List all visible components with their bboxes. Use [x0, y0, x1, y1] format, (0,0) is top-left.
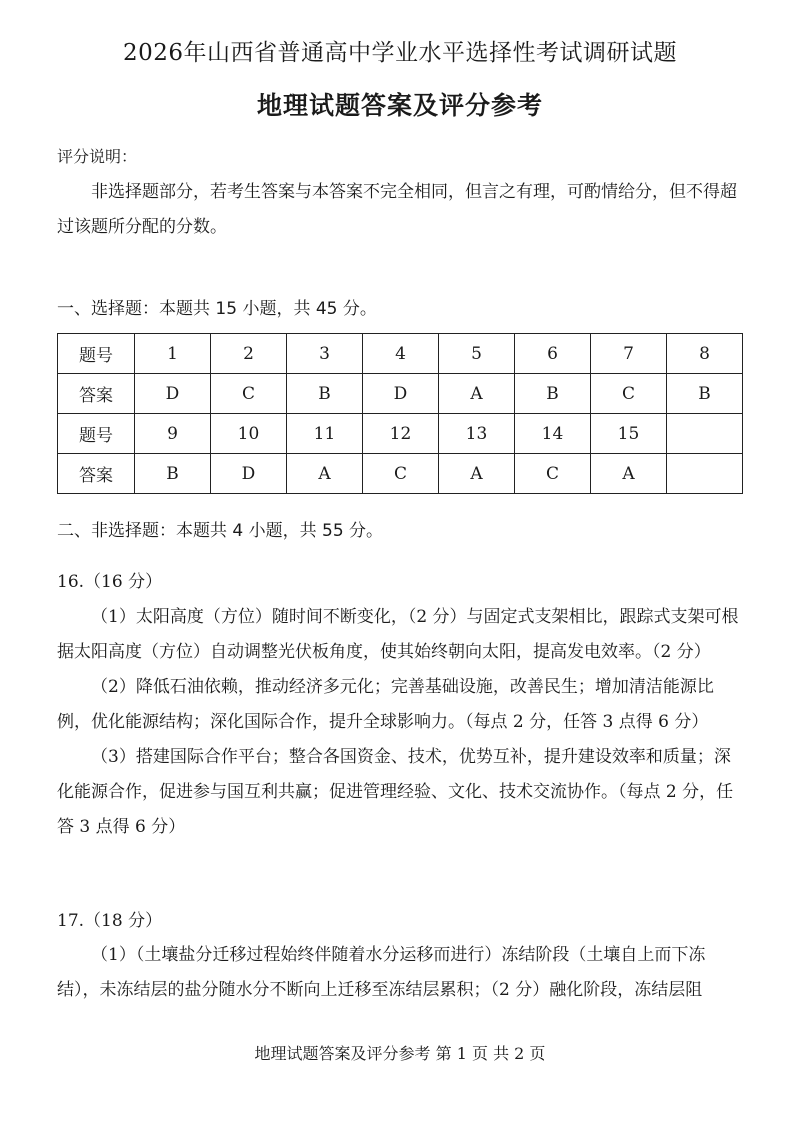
- answer-cell: B: [515, 374, 591, 414]
- question-number-cell: 2: [211, 334, 287, 374]
- answer-cell: A: [439, 454, 515, 494]
- answer-table: [57, 333, 743, 494]
- page-footer: 地理试题答案及评分参考 第 1 页 共 2 页: [254, 1044, 546, 1063]
- question-number-cell: 11: [287, 414, 363, 454]
- question-number-cell: 9: [135, 414, 211, 454]
- answer-cell: D: [363, 374, 439, 414]
- question-number-cell: 13: [439, 414, 515, 454]
- answer-cell: A: [287, 454, 363, 494]
- answer-cell: [667, 454, 743, 494]
- question-number-cell: 12: [363, 414, 439, 454]
- question-number-cell: 6: [515, 334, 591, 374]
- question-number-cell: 1: [135, 334, 211, 374]
- answer-cell: B: [667, 374, 743, 414]
- answer-cell: B: [135, 454, 211, 494]
- question-number-cell: 15: [591, 414, 667, 454]
- answer-cell: A: [439, 374, 515, 414]
- document-subtitle: 地理试题答案及评分参考: [256, 91, 543, 120]
- answer-cell: D: [135, 374, 211, 414]
- table-header-cell: 答案: [58, 374, 135, 414]
- table-row: [58, 374, 743, 414]
- answer-paragraph: （1）（土壤盐分迁移过程始终伴随着水分运移而进行）冻结阶段（土壤自上而下冻结），未冻结层的盐分随水分不断向上迁移至冻结层累积；（2 分）融化阶段，冻结层阻: [57, 945, 706, 1000]
- question-number-cell: 5: [439, 334, 515, 374]
- question-number-cell: [667, 414, 743, 454]
- question-number-cell: 10: [211, 414, 287, 454]
- question-number-cell: 7: [591, 334, 667, 374]
- answer-cell: A: [591, 454, 667, 494]
- table-row: [58, 414, 743, 454]
- answer-paragraph: （1）太阳高度（方位）随时间不断变化，（2 分）与固定式支架相比，跟踪式支架可根据太阳高度（方位）自动调整光伏板角度，使其始终朝向太阳，提高发电效率。（2 分）: [57, 607, 739, 662]
- answer-cell: C: [591, 374, 667, 414]
- scoring-notes-label: 评分说明：: [57, 147, 138, 166]
- answer-paragraph: （2）降低石油依赖，推动经济多元化；完善基础设施，改善民生；增加清洁能源比例，优化能源结构；深化国际合作，提升全球影响力。（每点 2 分，任答 3 点得 6 分）: [57, 677, 714, 732]
- table-header-cell: 答案: [58, 454, 135, 494]
- table-header-cell: 题号: [58, 414, 135, 454]
- section2-heading: 二、非选择题：本题共 4 小题，共 55 分。: [57, 521, 384, 541]
- question-17-label: 17.（18 分）: [57, 911, 163, 931]
- question-number-cell: 8: [667, 334, 743, 374]
- question-number-cell: 14: [515, 414, 591, 454]
- exam-title: 2026年山西省普通高中学业水平选择性考试调研试题: [122, 40, 678, 66]
- answer-cell: B: [287, 374, 363, 414]
- table-header-cell: 题号: [58, 334, 135, 374]
- question-16-label: 16.（16 分）: [57, 572, 163, 592]
- question-16-answers: [57, 600, 747, 845]
- answer-paragraph: （3）搭建国际合作平台；整合各国资金、技术，优势互补，提升建设效率和质量；深化能源合作，促进参与国互利共赢；促进管理经验、文化、技术交流协作。（每点 2 分，任答 3 点得 6 分）: [57, 747, 734, 837]
- question-number-cell: 4: [363, 334, 439, 374]
- scoring-notes-text: 非选择题部分，若考生答案与本答案不完全相同，但言之有理，可酌情给分，但不得超过该题所分配的分数。: [57, 182, 737, 237]
- section1-heading: 一、选择题：本题共 15 小题，共 45 分。: [57, 299, 377, 319]
- question-17-answers: [57, 938, 747, 1008]
- table-row: [58, 454, 743, 494]
- question-number-cell: 3: [287, 334, 363, 374]
- answer-cell: C: [211, 374, 287, 414]
- answer-cell: D: [211, 454, 287, 494]
- answer-cell: C: [363, 454, 439, 494]
- answer-cell: C: [515, 454, 591, 494]
- table-row: [58, 334, 743, 374]
